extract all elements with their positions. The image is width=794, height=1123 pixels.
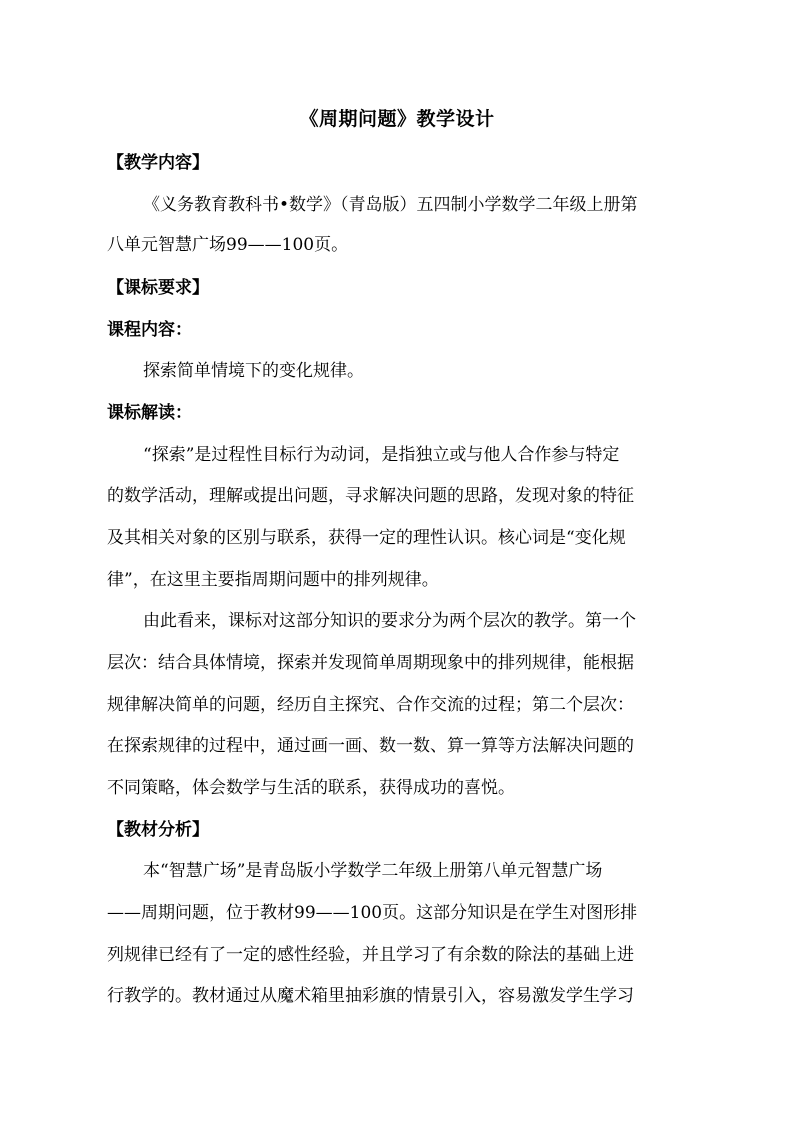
paragraph-line: 在探索规律的过程中，通过画一画、数一数、算一算等方法解决问题的	[107, 736, 634, 756]
paragraph-line: 律”，在这里主要指周期问题中的排列规律。	[107, 570, 439, 590]
paragraph-line: 由此看来，课标对这部分知识的要求分为两个层次的教学。第一个	[143, 611, 636, 631]
subheading-interpretation: 课标解读：	[107, 403, 192, 423]
paragraph-line: 列规律已经有了一定的感性经验，并且学习了有余数的除法的基础上进	[107, 945, 634, 965]
paragraph-line: 不同策略，体会数学与生活的联系，获得成功的喜悦。	[107, 778, 515, 798]
document-title: 《周期问题》教学设计	[299, 108, 495, 130]
paragraph-line: 八单元智慧广场99——100页。	[107, 235, 349, 255]
heading-standards: 【课标要求】	[107, 278, 209, 298]
paragraph-line: 行教学的。教材通过从魔术箱里抽彩旗的情景引入，容易激发学生学习	[107, 986, 634, 1006]
paragraph-line: 的数学活动，理解或提出问题，寻求解决问题的思路，发现对象的特征	[107, 486, 634, 506]
paragraph-line: 及其相关对象的区别与联系，获得一定的理性认识。核心词是“变化规	[107, 528, 626, 548]
paragraph-line: 规律解决简单的问题，经历自主探究、合作交流的过程；第二个层次：	[107, 695, 634, 715]
paragraph-line: ——周期问题，位于教材99——100页。这部分知识是在学生对图形排	[107, 903, 638, 923]
heading-teaching-content: 【教学内容】	[107, 153, 209, 173]
heading-material-analysis: 【教材分析】	[107, 820, 209, 840]
subheading-course-content: 课程内容：	[107, 320, 192, 340]
paragraph-line: “探索”是过程性目标行为动词，是指独立或与他人合作参与特定	[143, 445, 620, 465]
paragraph-line: 本“智慧广场”是青岛版小学数学二年级上册第八单元智慧广场	[143, 861, 603, 881]
paragraph-line: 层次：结合具体情境，探索并发现简单周期现象中的排列规律，能根据	[107, 653, 634, 673]
paragraph-line: 《义务教育教科书•数学》（青岛版）五四制小学数学二年级上册第	[143, 195, 638, 215]
paragraph-line: 探索简单情境下的变化规律。	[143, 361, 364, 381]
